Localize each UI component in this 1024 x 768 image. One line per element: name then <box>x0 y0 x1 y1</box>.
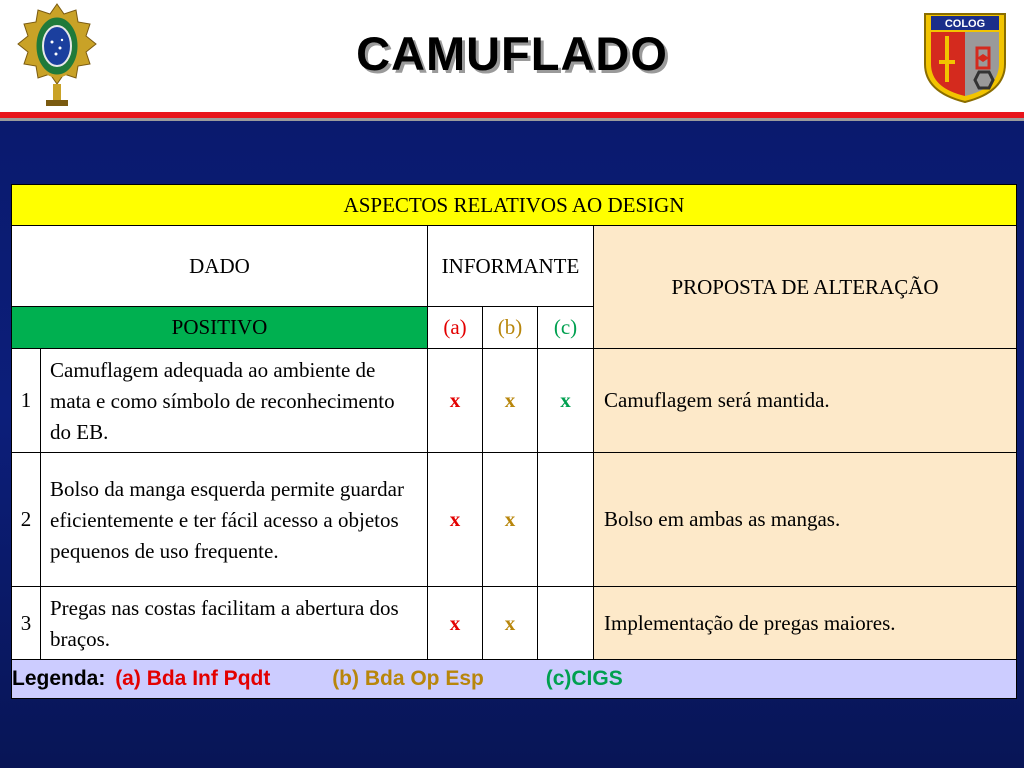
mark-b: x <box>483 453 538 587</box>
design-aspects-table <box>11 184 1017 699</box>
mark-c <box>538 587 594 660</box>
page-title: CAMUFLADO <box>356 27 668 80</box>
legend-c: (c)CIGS <box>545 667 623 690</box>
row-number: 2 <box>12 453 41 587</box>
header-proposta: PROPOSTA DE ALTERAÇÃO <box>594 226 1017 349</box>
colog-label: COLOG <box>944 18 986 30</box>
mark-a: x <box>428 349 483 453</box>
row-proposta: Camuflagem será mantida. <box>594 349 1017 453</box>
informante-a: (a) <box>428 307 483 349</box>
table-row <box>12 349 1017 453</box>
row-proposta: Bolso em ambas as mangas. <box>594 453 1017 587</box>
mark-c: x <box>538 349 594 453</box>
legend <box>12 660 1017 699</box>
row-proposta: Implementação de pregas maiores. <box>594 587 1017 660</box>
table-title: ASPECTOS RELATIVOS AO DESIGN <box>12 185 1017 226</box>
mark-b: x <box>483 587 538 660</box>
informante-c: (c) <box>538 307 594 349</box>
colog-emblem-icon <box>921 10 1009 104</box>
row-number: 3 <box>12 587 41 660</box>
mark-a: x <box>428 587 483 660</box>
table-row <box>12 587 1017 660</box>
mark-c <box>538 453 594 587</box>
row-dado: Camuflagem adequada ao ambiente de mata e como símbolo de reconhecimento do EB. <box>41 349 428 453</box>
legend-label: Legenda: <box>12 667 106 690</box>
header-dado: DADO <box>12 226 428 307</box>
header-informante: INFORMANTE <box>428 226 594 307</box>
row-dado: Bolso da manga esquerda permite guardar eficientemente e ter fácil acesso a objetos pequenos de uso frequente. <box>41 453 428 587</box>
row-number: 1 <box>12 349 41 453</box>
table-row <box>12 453 1017 587</box>
header-positivo: POSITIVO <box>12 307 428 349</box>
mark-a: x <box>428 453 483 587</box>
informante-b: (b) <box>483 307 538 349</box>
legend-b: (b) Bda Op Esp <box>332 667 484 690</box>
legend-a: (a) Bda Inf Pqdt <box>115 667 271 690</box>
row-dado: Pregas nas costas facilitam a abertura dos braços. <box>41 587 428 660</box>
mark-b: x <box>483 349 538 453</box>
